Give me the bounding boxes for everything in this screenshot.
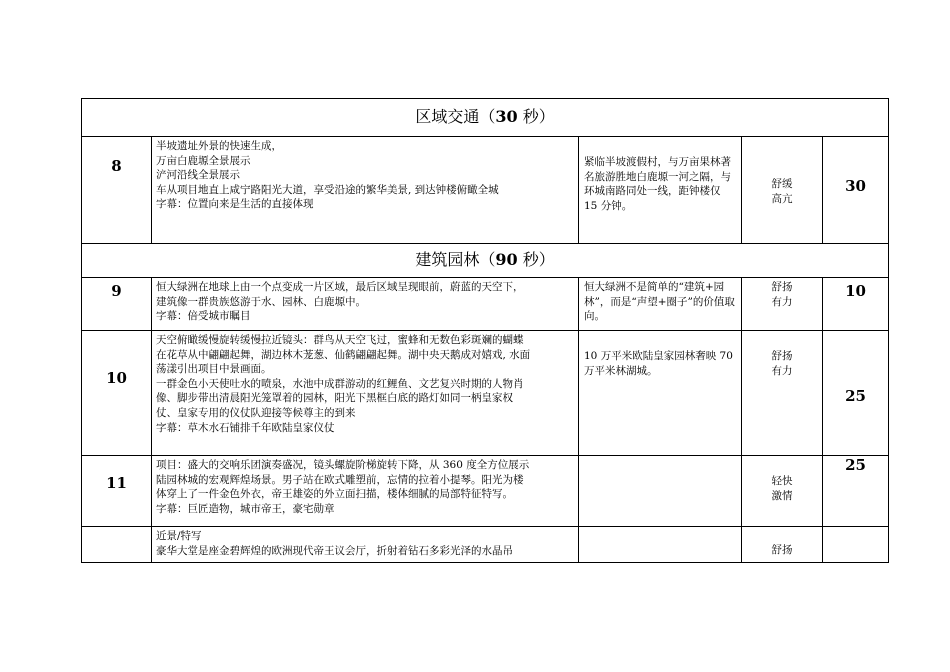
section-title-seconds: 30 [495, 107, 518, 127]
shot-number: 8 [82, 137, 152, 244]
shot-description: 半坡遗址外景的快速生成， 万亩白鹿塬全景展示 浐河沿线全景展示 车从项目地直上咸宁路阳光大道，享受沿途的繁华美景, 到达钟楼俯瞰全城 字幕：位置向来是生活的直接体现 [152, 137, 579, 244]
shot-description: 天空俯瞰缓慢旋转缓慢拉近镜头：群鸟从天空飞过，蜜蜂和无数色彩斑斓的蝴蝶 在花草从中翩翩起舞，湖边林木茏葱、仙鹤翩翩起舞。湖中央天鹅成对嬉戏, 水面 荡漾引出项目中景画面。 一群金色小天使吐水的喷泉，水池中成群游动的红鲤鱼、文艺复兴时期的人物肖 像、脚步带出清晨阳光笼罩着的园林，阳光下黑框白底的路灯如同一柄皇家权 仗、皇家专用的仪仗队迎接等候尊主的到来 字幕：草木水石铺排千年欧陆皇家仪仗 [152, 331, 579, 456]
section-title-unit: 秒） [517, 250, 555, 270]
shot-note [579, 456, 742, 527]
shot-note: 10 万平米欧陆皇家园林奢映 70 万平米林湖城。 [579, 331, 742, 456]
table-row [82, 456, 889, 527]
shot-note: 紧临半坡渡假村，与万亩果林著名旅游胜地白鹿塬一河之隔，与环城南路同处一线，距钟楼仅 15 分钟。 [579, 137, 742, 244]
shot-number: 11 [82, 456, 152, 527]
shot-note [579, 527, 742, 563]
storyboard-table [81, 98, 889, 563]
table-row [82, 331, 889, 456]
section-title [82, 99, 889, 137]
shot-duration: 25 [823, 331, 889, 456]
section-title-text: 区域交通（ [415, 107, 496, 127]
shot-duration: 30 [823, 137, 889, 244]
shot-mood: 轻快 激情 [742, 456, 823, 527]
shot-number: 10 [82, 331, 152, 456]
shot-description: 项目：盛大的交响乐团演奏盛况，镜头螺旋阶梯旋转下降，从 360 度全方位展示 陆园林城的宏观辉煌场景。男子站在欧式雕塑前，忘情的拉着小提琴。阳光为楼 体穿上了一件金色外衣，帝王雄姿的外立面扫描，楼体细腻的局部特征特写。 字幕：巨匠造物，城市帝王，豪宅勋章 [152, 456, 579, 527]
section-header-architecture [82, 244, 889, 278]
shot-mood: 舒缓 高亢 [742, 137, 823, 244]
table-row [82, 278, 889, 331]
shot-mood: 舒扬 有力 [742, 278, 823, 331]
shot-mood: 舒扬 有力 [742, 331, 823, 456]
shot-duration: 25 [823, 456, 889, 527]
table-row [82, 527, 889, 563]
shot-mood: 舒扬 [742, 527, 823, 563]
shot-note: 恒大绿洲不是简单的“建筑+园林”，而是“声望+圈子”的价值取向。 [579, 278, 742, 331]
shot-number [82, 527, 152, 563]
table-row [82, 137, 889, 244]
shot-duration: 10 [823, 278, 889, 331]
shot-description: 近景/特写 豪华大堂是座金碧辉煌的欧洲现代帝王议会厅，折射着钻石多彩光泽的水晶吊 [152, 527, 579, 563]
section-title [82, 244, 889, 278]
shot-number: 9 [82, 278, 152, 331]
section-header-traffic [82, 99, 889, 137]
shot-description: 恒大绿洲在地球上由一个点变成一片区域，最后区域呈现眼前，蔚蓝的天空下， 建筑像一群贵族悠游于水、园林、白鹿塬中。 字幕：倍受城市瞩目 [152, 278, 579, 331]
section-title-text: 建筑园林（ [415, 250, 496, 270]
shot-duration [823, 527, 889, 563]
section-title-seconds: 90 [495, 250, 518, 270]
section-title-unit: 秒） [517, 107, 555, 127]
